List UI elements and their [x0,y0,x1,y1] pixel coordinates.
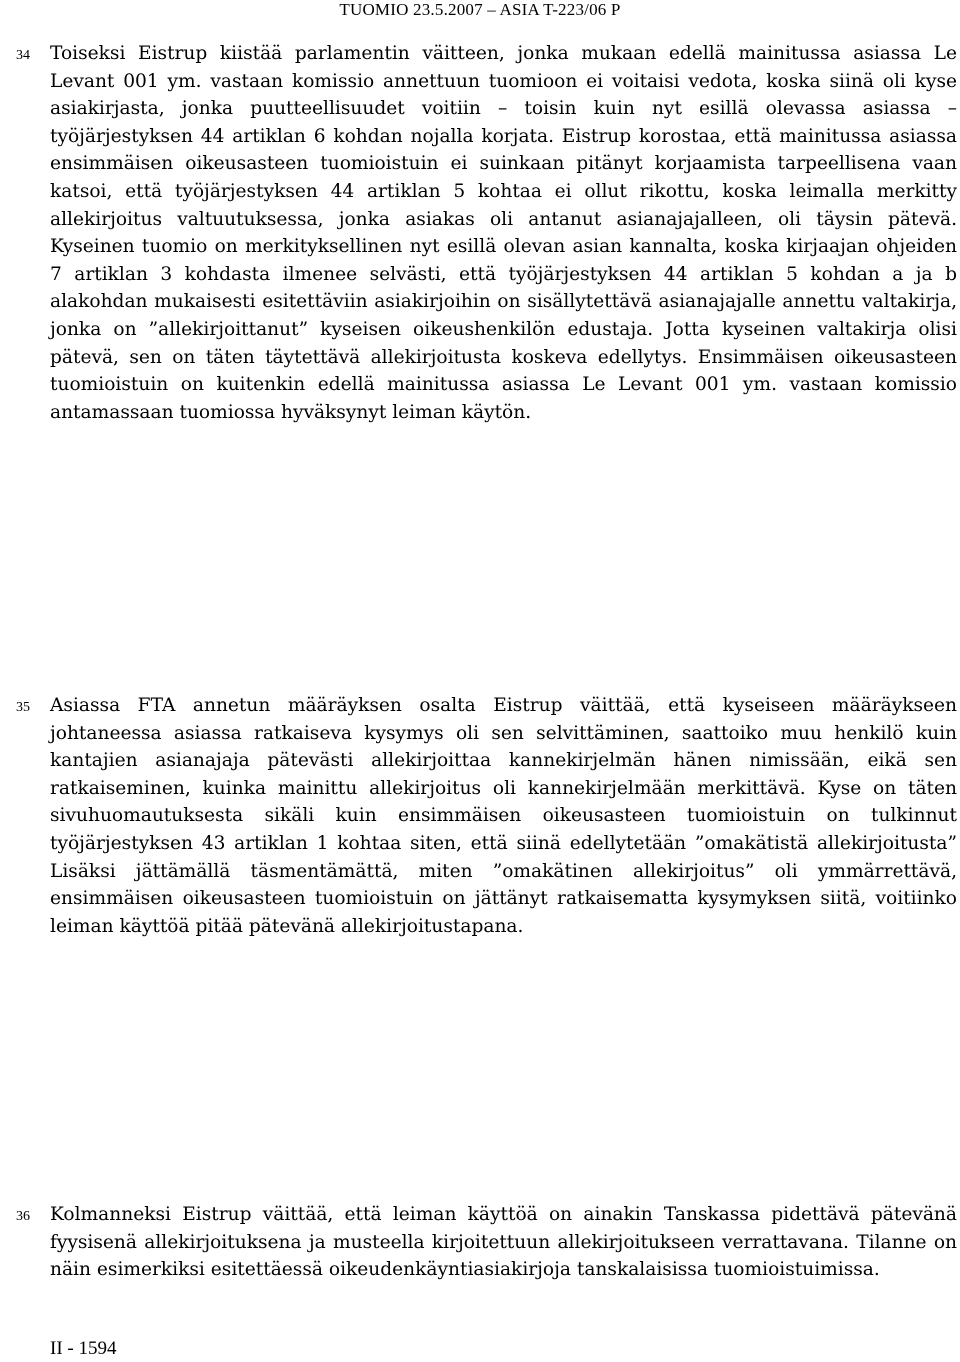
paragraph-text: Kolmanneksi Eistrup väittää, että leiman käyttöä on ainakin Tanskassa pidettävä pätevänä fyysisenä allekirjoituksena ja musteella kirjoitettuun allekirjoitukseen verrattavana. Tilanne on näin esimerkiksi esitettäessä oikeudenkäyntiasiakirjoja tanskalaisissa tuomioistuimissa. [50,1204,957,1281]
paragraph-text: Asiassa FTA annetun määräyksen osalta Eistrup väittää, että kyseiseen määräykseen johtaneessa asiassa ratkaiseva kysymys oli sen selvittäminen, saattoiko muu henkilö kuin kantajien asianajaja pätevästi allekirjoittaa kannekirjelmän hänen nimissään, eikä sen ratkaiseminen, kuinka mainittu allekirjoitus oli kannekirjelmään merkittävä. Kyse on täten sivuhuomautuksesta sikäli kuin ensimmäisen oikeusasteen tuomioistuin on tulkinnut työjärjestyksen 43 artiklan 1 kohtaa siten, että siinä edellytetään ”omakätistä allekirjoitusta” Lisäksi jättämällä täsmentämättä, miten ”omakätinen allekirjoitus” oli ymmärrettävä, ensimmäisen oikeusasteen tuomioistuin on jättänyt ratkaisematta kysymyksen siitä, voitiinko leiman käyttöä pitää pätevänä allekirjoitustapana. [50,695,957,937]
paragraph-number: 36 [16,1209,30,1224]
paragraph-number: 35 [16,700,30,715]
paragraph-number: 34 [16,48,30,63]
paragraph-text: Toiseksi Eistrup kiistää parlamentin väitteen, jonka mukaan edellä mainitussa asiassa Le Levant 001 ym. vastaan komissio annettuun tuomioon ei voitaisi vedota, koska siinä oli kyse asiakirjasta, jonka puutteellisuudet voitiin – toisin kuin nyt esillä olevassa asiassa – työjärjestyksen 44 artiklan 6 kohdan nojalla korjata. Eistrup korostaa, että mainitussa asiassa ensimmäisen oikeusasteen tuomioistuin ei suinkaan pitänyt korjaamista tarpeellisena vaan katsoi, että työjärjestyksen 44 artiklan 5 kohtaa ei ollut rikottu, koska leimalla merkitty allekirjoitus valtuutuksessa, jonka asiakas oli antanut asianajajalleen, oli täysin pätevä. Kyseinen tuomio on merkityksellinen nyt esillä olevan asian kannalta, koska kirjaajan ohjeiden 7 artiklan 3 kohdasta ilmenee selvästi, että työjärjestyksen 44 artiklan 5 kohdan a ja b alakohdan mukaisesti esitettäviin asiakirjoihin on sisällytettävä asianajajalle annettu valtakirja, jonka on ”allekirjoittanut” kyseisen oikeushenkilön edustaja. Jotta kyseinen valtakirja olisi pätevä, sen on täten täytettävä allekirjoitusta koskeva edellytys. Ensimmäisen oikeusasteen tuomioistuin on kuitenkin edellä mainitussa asiassa Le Levant 001 ym. vastaan komissio antamassaan tuomiossa hyväksynyt leiman käytön. [50,43,957,423]
page-header: TUOMIO 23.5.2007 – ASIA T-223/06 P [339,0,621,19]
page-number: II - 1594 [50,1338,117,1359]
